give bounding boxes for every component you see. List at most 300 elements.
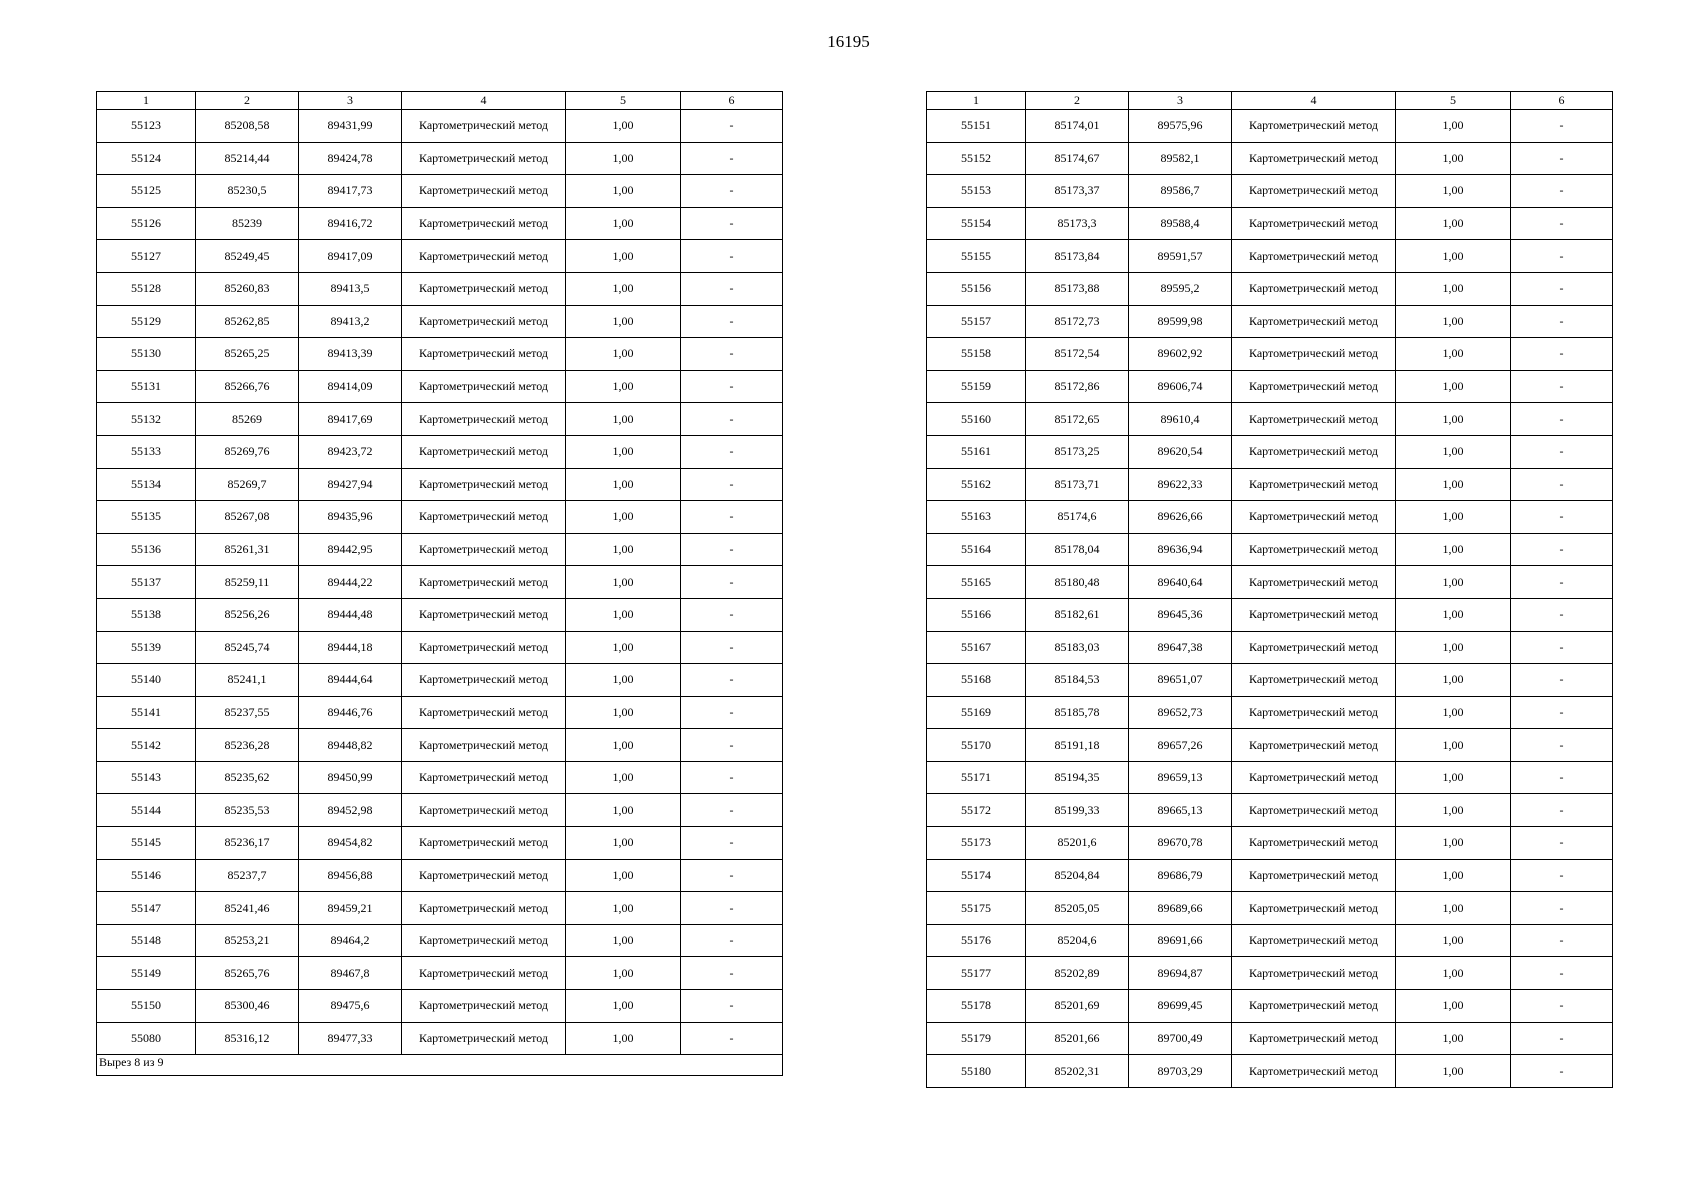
x-coordinate-cell: 85235,62: [196, 761, 299, 794]
method-cell: Картометрический метод: [1232, 305, 1396, 338]
method-cell: Картометрический метод: [1232, 990, 1396, 1023]
table-row: [97, 794, 783, 827]
description-cell: -: [681, 110, 783, 143]
description-cell: -: [681, 142, 783, 175]
accuracy-cell: 1,00: [1396, 990, 1511, 1023]
x-coordinate-cell: 85265,76: [196, 957, 299, 990]
point-number-cell: 55164: [927, 533, 1026, 566]
point-number-cell: 55171: [927, 761, 1026, 794]
description-cell: -: [681, 566, 783, 599]
method-cell: Картометрический метод: [1232, 175, 1396, 208]
table-row: [97, 892, 783, 925]
description-cell: -: [1511, 403, 1613, 436]
point-number-cell: 55173: [927, 827, 1026, 860]
page-number: 16195: [827, 32, 870, 51]
method-cell: Картометрический метод: [1232, 142, 1396, 175]
x-coordinate-cell: 85269,7: [196, 468, 299, 501]
point-number-cell: 55175: [927, 892, 1026, 925]
y-coordinate-cell: 89444,48: [299, 598, 402, 631]
table-row: [97, 859, 783, 892]
y-coordinate-cell: 89444,18: [299, 631, 402, 664]
accuracy-cell: 1,00: [1396, 598, 1511, 631]
method-cell: Картометрический метод: [402, 501, 566, 534]
table-row: [927, 729, 1613, 762]
point-number-cell: 55151: [927, 110, 1026, 143]
accuracy-cell: 1,00: [566, 305, 681, 338]
accuracy-cell: 1,00: [1396, 370, 1511, 403]
y-coordinate-cell: 89686,79: [1129, 859, 1232, 892]
accuracy-cell: 1,00: [1396, 924, 1511, 957]
point-number-cell: 55132: [97, 403, 196, 436]
method-cell: Картометрический метод: [402, 827, 566, 860]
y-coordinate-cell: 89622,33: [1129, 468, 1232, 501]
y-coordinate-cell: 89602,92: [1129, 338, 1232, 371]
point-number-cell: 55153: [927, 175, 1026, 208]
table-row: [927, 761, 1613, 794]
column-header: 3: [299, 92, 402, 110]
accuracy-cell: 1,00: [1396, 794, 1511, 827]
point-number-cell: 55141: [97, 696, 196, 729]
accuracy-cell: 1,00: [1396, 305, 1511, 338]
table-row: [97, 468, 783, 501]
method-cell: Картометрический метод: [402, 207, 566, 240]
point-number-cell: 55157: [927, 305, 1026, 338]
x-coordinate-cell: 85199,33: [1026, 794, 1129, 827]
method-cell: Картометрический метод: [402, 403, 566, 436]
table-row: [927, 794, 1613, 827]
description-cell: -: [1511, 664, 1613, 697]
method-cell: Картометрический метод: [402, 924, 566, 957]
x-coordinate-cell: 85201,6: [1026, 827, 1129, 860]
point-number-cell: 55143: [97, 761, 196, 794]
method-cell: Картометрический метод: [402, 338, 566, 371]
table-row: [927, 924, 1613, 957]
y-coordinate-cell: 89626,66: [1129, 501, 1232, 534]
point-number-cell: 55180: [927, 1055, 1026, 1088]
accuracy-cell: 1,00: [566, 533, 681, 566]
point-number-cell: 55156: [927, 272, 1026, 305]
description-cell: -: [681, 859, 783, 892]
table-row: [97, 990, 783, 1023]
y-coordinate-cell: 89670,78: [1129, 827, 1232, 860]
point-number-cell: 55123: [97, 110, 196, 143]
y-coordinate-cell: 89610,4: [1129, 403, 1232, 436]
method-cell: Картометрический метод: [1232, 827, 1396, 860]
x-coordinate-cell: 85236,28: [196, 729, 299, 762]
x-coordinate-cell: 85205,05: [1026, 892, 1129, 925]
x-coordinate-cell: 85261,31: [196, 533, 299, 566]
x-coordinate-cell: 85204,6: [1026, 924, 1129, 957]
accuracy-cell: 1,00: [1396, 761, 1511, 794]
y-coordinate-cell: 89417,73: [299, 175, 402, 208]
method-cell: Картометрический метод: [1232, 696, 1396, 729]
method-cell: Картометрический метод: [1232, 859, 1396, 892]
table-row: [97, 761, 783, 794]
accuracy-cell: 1,00: [1396, 566, 1511, 599]
accuracy-cell: 1,00: [1396, 403, 1511, 436]
accuracy-cell: 1,00: [1396, 435, 1511, 468]
accuracy-cell: 1,00: [1396, 664, 1511, 697]
y-coordinate-cell: 89417,09: [299, 240, 402, 273]
y-coordinate-cell: 89450,99: [299, 761, 402, 794]
y-coordinate-cell: 89423,72: [299, 435, 402, 468]
accuracy-cell: 1,00: [566, 827, 681, 860]
description-cell: -: [681, 403, 783, 436]
description-cell: -: [1511, 859, 1613, 892]
point-number-cell: 55174: [927, 859, 1026, 892]
table-row: [97, 207, 783, 240]
y-coordinate-cell: 89431,99: [299, 110, 402, 143]
x-coordinate-cell: 85173,88: [1026, 272, 1129, 305]
table-row: [927, 1022, 1613, 1055]
point-number-cell: 55161: [927, 435, 1026, 468]
accuracy-cell: 1,00: [566, 338, 681, 371]
method-cell: Картометрический метод: [402, 566, 566, 599]
y-coordinate-cell: 89651,07: [1129, 664, 1232, 697]
description-cell: -: [681, 957, 783, 990]
description-cell: -: [681, 240, 783, 273]
y-coordinate-cell: 89413,2: [299, 305, 402, 338]
point-number-cell: 55146: [97, 859, 196, 892]
accuracy-cell: 1,00: [566, 892, 681, 925]
column-header: 5: [1396, 92, 1511, 110]
table-row: [927, 533, 1613, 566]
point-number-cell: 55167: [927, 631, 1026, 664]
table-row: [97, 240, 783, 273]
accuracy-cell: 1,00: [566, 240, 681, 273]
y-coordinate-cell: 89665,13: [1129, 794, 1232, 827]
table-row: [927, 403, 1613, 436]
y-coordinate-cell: 89652,73: [1129, 696, 1232, 729]
point-number-cell: 55080: [97, 1022, 196, 1055]
x-coordinate-cell: 85267,08: [196, 501, 299, 534]
description-cell: -: [1511, 794, 1613, 827]
accuracy-cell: 1,00: [566, 435, 681, 468]
method-cell: Картометрический метод: [402, 142, 566, 175]
point-number-cell: 55144: [97, 794, 196, 827]
x-coordinate-cell: 85269: [196, 403, 299, 436]
method-cell: Картометрический метод: [1232, 729, 1396, 762]
y-coordinate-cell: 89659,13: [1129, 761, 1232, 794]
x-coordinate-cell: 85262,85: [196, 305, 299, 338]
x-coordinate-cell: 85172,86: [1026, 370, 1129, 403]
y-coordinate-cell: 89477,33: [299, 1022, 402, 1055]
table-row: [927, 957, 1613, 990]
x-coordinate-cell: 85172,65: [1026, 403, 1129, 436]
y-coordinate-cell: 89448,82: [299, 729, 402, 762]
accuracy-cell: 1,00: [566, 794, 681, 827]
point-number-cell: 55129: [97, 305, 196, 338]
accuracy-cell: 1,00: [566, 175, 681, 208]
column-header: 6: [1511, 92, 1613, 110]
accuracy-cell: 1,00: [566, 761, 681, 794]
x-coordinate-cell: 85316,12: [196, 1022, 299, 1055]
y-coordinate-cell: 89606,74: [1129, 370, 1232, 403]
accuracy-cell: 1,00: [566, 924, 681, 957]
table-row: [97, 729, 783, 762]
method-cell: Картометрический метод: [1232, 957, 1396, 990]
accuracy-cell: 1,00: [1396, 957, 1511, 990]
y-coordinate-cell: 89442,95: [299, 533, 402, 566]
y-coordinate-cell: 89640,64: [1129, 566, 1232, 599]
accuracy-cell: 1,00: [566, 598, 681, 631]
point-number-cell: 55179: [927, 1022, 1026, 1055]
description-cell: -: [681, 501, 783, 534]
point-number-cell: 55166: [927, 598, 1026, 631]
description-cell: -: [681, 761, 783, 794]
description-cell: -: [1511, 1055, 1613, 1088]
x-coordinate-cell: 85208,58: [196, 110, 299, 143]
description-cell: -: [681, 631, 783, 664]
accuracy-cell: 1,00: [566, 272, 681, 305]
point-number-cell: 55145: [97, 827, 196, 860]
y-coordinate-cell: 89582,1: [1129, 142, 1232, 175]
y-coordinate-cell: 89454,82: [299, 827, 402, 860]
accuracy-cell: 1,00: [1396, 338, 1511, 371]
x-coordinate-cell: 85173,71: [1026, 468, 1129, 501]
method-cell: Картометрический метод: [402, 435, 566, 468]
table-row: [927, 990, 1613, 1023]
method-cell: Картометрический метод: [1232, 501, 1396, 534]
x-coordinate-cell: 85182,61: [1026, 598, 1129, 631]
y-coordinate-cell: 89700,49: [1129, 1022, 1232, 1055]
point-number-cell: 55169: [927, 696, 1026, 729]
description-cell: -: [1511, 892, 1613, 925]
description-cell: -: [1511, 110, 1613, 143]
point-number-cell: 55147: [97, 892, 196, 925]
x-coordinate-cell: 85201,69: [1026, 990, 1129, 1023]
accuracy-cell: 1,00: [566, 207, 681, 240]
x-coordinate-cell: 85249,45: [196, 240, 299, 273]
x-coordinate-cell: 85174,67: [1026, 142, 1129, 175]
method-cell: Картометрический метод: [1232, 468, 1396, 501]
description-cell: -: [681, 533, 783, 566]
accuracy-cell: 1,00: [566, 566, 681, 599]
method-cell: Картометрический метод: [1232, 110, 1396, 143]
table-row: [97, 110, 783, 143]
accuracy-cell: 1,00: [1396, 1022, 1511, 1055]
description-cell: -: [1511, 207, 1613, 240]
table-row: [927, 566, 1613, 599]
method-cell: Картометрический метод: [402, 468, 566, 501]
description-cell: -: [1511, 533, 1613, 566]
method-cell: Картометрический метод: [1232, 631, 1396, 664]
x-coordinate-cell: 85183,03: [1026, 631, 1129, 664]
point-number-cell: 55150: [97, 990, 196, 1023]
point-number-cell: 55142: [97, 729, 196, 762]
description-cell: -: [1511, 338, 1613, 371]
x-coordinate-cell: 85173,25: [1026, 435, 1129, 468]
description-cell: -: [1511, 957, 1613, 990]
point-number-cell: 55165: [927, 566, 1026, 599]
y-coordinate-cell: 89591,57: [1129, 240, 1232, 273]
y-coordinate-cell: 89645,36: [1129, 598, 1232, 631]
x-coordinate-cell: 85204,84: [1026, 859, 1129, 892]
column-header: 3: [1129, 92, 1232, 110]
method-cell: Картометрический метод: [1232, 892, 1396, 925]
accuracy-cell: 1,00: [566, 664, 681, 697]
description-cell: -: [1511, 142, 1613, 175]
y-coordinate-cell: 89595,2: [1129, 272, 1232, 305]
footnote-row: [97, 1055, 783, 1076]
excerpt-footnote: Вырез 8 из 9: [97, 1055, 783, 1076]
point-number-cell: 55135: [97, 501, 196, 534]
x-coordinate-cell: 85214,44: [196, 142, 299, 175]
method-cell: Картометрический метод: [402, 664, 566, 697]
description-cell: -: [1511, 761, 1613, 794]
point-number-cell: 55126: [97, 207, 196, 240]
point-number-cell: 55177: [927, 957, 1026, 990]
description-cell: -: [1511, 240, 1613, 273]
method-cell: Картометрический метод: [402, 1022, 566, 1055]
accuracy-cell: 1,00: [566, 110, 681, 143]
method-cell: Картометрический метод: [1232, 566, 1396, 599]
table-row: [927, 859, 1613, 892]
accuracy-cell: 1,00: [1396, 468, 1511, 501]
x-coordinate-cell: 85172,73: [1026, 305, 1129, 338]
table-row: [927, 827, 1613, 860]
table-row: [97, 533, 783, 566]
accuracy-cell: 1,00: [1396, 859, 1511, 892]
method-cell: Картометрический метод: [402, 110, 566, 143]
table-row: [97, 566, 783, 599]
y-coordinate-cell: 89413,5: [299, 272, 402, 305]
description-cell: -: [681, 435, 783, 468]
description-cell: -: [1511, 1022, 1613, 1055]
table-row: [97, 631, 783, 664]
y-coordinate-cell: 89586,7: [1129, 175, 1232, 208]
point-number-cell: 55130: [97, 338, 196, 371]
y-coordinate-cell: 89636,94: [1129, 533, 1232, 566]
point-number-cell: 55131: [97, 370, 196, 403]
x-coordinate-cell: 85256,26: [196, 598, 299, 631]
column-header: 4: [1232, 92, 1396, 110]
method-cell: Картометрический метод: [1232, 370, 1396, 403]
y-coordinate-cell: 89691,66: [1129, 924, 1232, 957]
description-cell: -: [681, 207, 783, 240]
table-row: [97, 664, 783, 697]
accuracy-cell: 1,00: [1396, 1055, 1511, 1088]
point-number-cell: 55170: [927, 729, 1026, 762]
x-coordinate-cell: 85236,17: [196, 827, 299, 860]
accuracy-cell: 1,00: [566, 859, 681, 892]
method-cell: Картометрический метод: [402, 794, 566, 827]
table-row: [927, 338, 1613, 371]
y-coordinate-cell: 89467,8: [299, 957, 402, 990]
accuracy-cell: 1,00: [1396, 827, 1511, 860]
accuracy-cell: 1,00: [1396, 110, 1511, 143]
y-coordinate-cell: 89588,4: [1129, 207, 1232, 240]
accuracy-cell: 1,00: [566, 631, 681, 664]
accuracy-cell: 1,00: [1396, 696, 1511, 729]
y-coordinate-cell: 89703,29: [1129, 1055, 1232, 1088]
y-coordinate-cell: 89475,6: [299, 990, 402, 1023]
description-cell: -: [1511, 696, 1613, 729]
table-row: [927, 468, 1613, 501]
point-number-cell: 55178: [927, 990, 1026, 1023]
column-header: 2: [196, 92, 299, 110]
point-number-cell: 55134: [97, 468, 196, 501]
point-number-cell: 55160: [927, 403, 1026, 436]
description-cell: -: [681, 370, 783, 403]
y-coordinate-cell: 89444,22: [299, 566, 402, 599]
method-cell: Картометрический метод: [402, 957, 566, 990]
y-coordinate-cell: 89416,72: [299, 207, 402, 240]
table-row: [97, 435, 783, 468]
point-number-cell: 55176: [927, 924, 1026, 957]
table-row: [97, 924, 783, 957]
method-cell: Картометрический метод: [1232, 598, 1396, 631]
point-number-cell: 55162: [927, 468, 1026, 501]
table-row: [97, 305, 783, 338]
description-cell: -: [1511, 435, 1613, 468]
method-cell: Картометрический метод: [1232, 338, 1396, 371]
accuracy-cell: 1,00: [1396, 272, 1511, 305]
table-row: [927, 272, 1613, 305]
method-cell: Картометрический метод: [402, 696, 566, 729]
table-row: [927, 370, 1613, 403]
y-coordinate-cell: 89699,45: [1129, 990, 1232, 1023]
accuracy-cell: 1,00: [566, 501, 681, 534]
method-cell: Картометрический метод: [1232, 207, 1396, 240]
accuracy-cell: 1,00: [566, 696, 681, 729]
y-coordinate-cell: 89459,21: [299, 892, 402, 925]
method-cell: Картометрический метод: [1232, 1055, 1396, 1088]
column-header: 6: [681, 92, 783, 110]
description-cell: -: [1511, 990, 1613, 1023]
x-coordinate-cell: 85184,53: [1026, 664, 1129, 697]
x-coordinate-cell: 85237,55: [196, 696, 299, 729]
y-coordinate-cell: 89456,88: [299, 859, 402, 892]
method-cell: Картометрический метод: [1232, 272, 1396, 305]
table-row: [927, 1055, 1613, 1088]
x-coordinate-cell: 85201,66: [1026, 1022, 1129, 1055]
method-cell: Картометрический метод: [402, 761, 566, 794]
accuracy-cell: 1,00: [1396, 533, 1511, 566]
y-coordinate-cell: 89446,76: [299, 696, 402, 729]
method-cell: Картометрический метод: [402, 305, 566, 338]
point-number-cell: 55159: [927, 370, 1026, 403]
table-row: [97, 1022, 783, 1055]
y-coordinate-cell: 89689,66: [1129, 892, 1232, 925]
method-cell: Картометрический метод: [402, 631, 566, 664]
accuracy-cell: 1,00: [1396, 142, 1511, 175]
x-coordinate-cell: 85191,18: [1026, 729, 1129, 762]
point-number-cell: 55125: [97, 175, 196, 208]
y-coordinate-cell: 89575,96: [1129, 110, 1232, 143]
x-coordinate-cell: 85265,25: [196, 338, 299, 371]
point-number-cell: 55140: [97, 664, 196, 697]
y-coordinate-cell: 89435,96: [299, 501, 402, 534]
method-cell: Картометрический метод: [1232, 533, 1396, 566]
method-cell: Картометрический метод: [402, 533, 566, 566]
column-header: 1: [97, 92, 196, 110]
point-number-cell: 55172: [927, 794, 1026, 827]
table-row: [97, 142, 783, 175]
description-cell: -: [1511, 468, 1613, 501]
accuracy-cell: 1,00: [1396, 175, 1511, 208]
x-coordinate-cell: 85237,7: [196, 859, 299, 892]
x-coordinate-cell: 85260,83: [196, 272, 299, 305]
description-cell: -: [681, 664, 783, 697]
description-cell: -: [1511, 924, 1613, 957]
method-cell: Картометрический метод: [1232, 794, 1396, 827]
method-cell: Картометрический метод: [1232, 1022, 1396, 1055]
y-coordinate-cell: 89657,26: [1129, 729, 1232, 762]
point-number-cell: 55133: [97, 435, 196, 468]
description-cell: -: [1511, 631, 1613, 664]
point-number-cell: 55138: [97, 598, 196, 631]
